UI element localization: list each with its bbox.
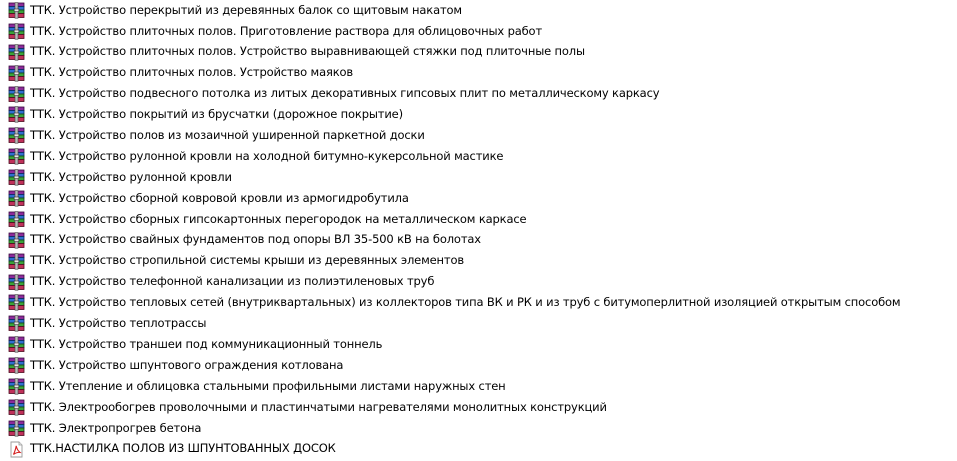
archive-file-icon xyxy=(8,274,25,291)
file-name[interactable]: ТТК. Устройство сборной ковровой кровли из армогидробутила xyxy=(30,190,409,205)
file-list-item[interactable] xyxy=(8,230,900,251)
archive-file-icon xyxy=(8,315,25,332)
file-name[interactable]: ТТК. Электропрогрев бетона xyxy=(30,420,202,435)
file-list-item[interactable] xyxy=(8,313,900,334)
file-list-item[interactable] xyxy=(8,146,900,167)
file-list-item[interactable] xyxy=(8,397,900,418)
file-list xyxy=(8,0,900,460)
file-name[interactable]: ТТК. Устройство рулонной кровли на холодной битумно-кукерсольной мастике xyxy=(30,148,504,163)
file-list-item[interactable] xyxy=(8,439,900,460)
file-list-item[interactable] xyxy=(8,63,900,84)
file-list-item[interactable] xyxy=(8,272,900,293)
file-name[interactable]: ТТК. Устройство покрытий из брусчатки (дорожное покрытие) xyxy=(30,107,403,122)
archive-file-icon xyxy=(8,190,25,207)
file-list-item[interactable] xyxy=(8,334,900,355)
file-name[interactable]: ТТК.НАСТИЛКА ПОЛОВ ИЗ ШПУНТОВАННЫХ ДОСОК xyxy=(30,441,336,456)
file-list-item[interactable] xyxy=(8,376,900,397)
file-list-item[interactable] xyxy=(8,355,900,376)
file-name[interactable]: ТТК. Устройство перекрытий из деревянных балок со щитовым накатом xyxy=(30,2,462,17)
pdf-file-icon xyxy=(8,441,25,458)
file-list-item[interactable] xyxy=(8,84,900,105)
file-name[interactable]: ТТК. Устройство траншеи под коммуникационный тоннель xyxy=(30,336,383,351)
archive-file-icon xyxy=(8,399,25,416)
file-name[interactable]: ТТК. Устройство рулонной кровли xyxy=(30,169,232,184)
archive-file-icon xyxy=(8,357,25,374)
file-name[interactable]: ТТК. Устройство шпунтового ограждения котлована xyxy=(30,357,344,372)
archive-file-icon xyxy=(8,86,25,103)
file-name[interactable]: ТТК. Устройство плиточных полов. Приготовление раствора для облицовочных работ xyxy=(30,23,542,38)
archive-file-icon xyxy=(8,294,25,311)
file-list-item[interactable] xyxy=(8,188,900,209)
file-name[interactable]: ТТК. Утепление и облицовка стальными профильными листами наружных стен xyxy=(30,378,506,393)
file-list-item[interactable] xyxy=(8,209,900,230)
file-name[interactable]: ТТК. Устройство свайных фундаментов под опоры ВЛ 35-500 кВ на болотах xyxy=(30,232,481,247)
file-list-item[interactable] xyxy=(8,104,900,125)
archive-file-icon xyxy=(8,211,25,228)
file-name[interactable]: ТТК. Устройство полов из мозаичной уширенной паркетной доски xyxy=(30,128,425,143)
archive-file-icon xyxy=(8,420,25,437)
file-list-item[interactable] xyxy=(8,125,900,146)
archive-file-icon xyxy=(8,378,25,395)
archive-file-icon xyxy=(8,65,25,82)
archive-file-icon xyxy=(8,336,25,353)
file-list-item[interactable] xyxy=(8,42,900,63)
file-list-item[interactable] xyxy=(8,21,900,42)
file-name[interactable]: ТТК. Устройство телефонной канализации из полиэтиленовых труб xyxy=(30,274,435,289)
archive-file-icon xyxy=(8,232,25,249)
archive-file-icon xyxy=(8,106,25,123)
file-name[interactable]: ТТК. Электрообогрев проволочными и пластинчатыми нагревателями монолитных конструкций xyxy=(30,399,607,414)
file-list-item[interactable] xyxy=(8,251,900,272)
file-name[interactable]: ТТК. Устройство тепловых сетей (внутриквартальных) из коллекторов типа ВК и РК и из труб с битумоперлитной изоляцией открытым способом xyxy=(30,295,901,310)
archive-file-icon xyxy=(8,148,25,165)
file-list-item[interactable] xyxy=(8,292,900,313)
file-name[interactable]: ТТК. Устройство плиточных полов. Устройство маяков xyxy=(30,65,354,80)
file-list-item[interactable] xyxy=(8,167,900,188)
file-name[interactable]: ТТК. Устройство стропильной системы крыши из деревянных элементов xyxy=(30,253,464,268)
file-list-item[interactable] xyxy=(8,418,900,439)
archive-file-icon xyxy=(8,253,25,270)
file-name[interactable]: ТТК. Устройство подвесного потолка из литых декоративных гипсовых плит по металлическому каркасу xyxy=(30,86,660,101)
file-name[interactable]: ТТК. Устройство теплотрассы xyxy=(30,316,207,331)
archive-file-icon xyxy=(8,2,25,19)
archive-file-icon xyxy=(8,23,25,40)
file-list-item[interactable] xyxy=(8,0,900,21)
archive-file-icon xyxy=(8,169,25,186)
file-name[interactable]: ТТК. Устройство сборных гипсокартонных перегородок на металлическом каркасе xyxy=(30,211,527,226)
archive-file-icon xyxy=(8,44,25,61)
file-name[interactable]: ТТК. Устройство плиточных полов. Устройство выравнивающей стяжки под плиточные полы xyxy=(30,44,585,59)
archive-file-icon xyxy=(8,127,25,144)
